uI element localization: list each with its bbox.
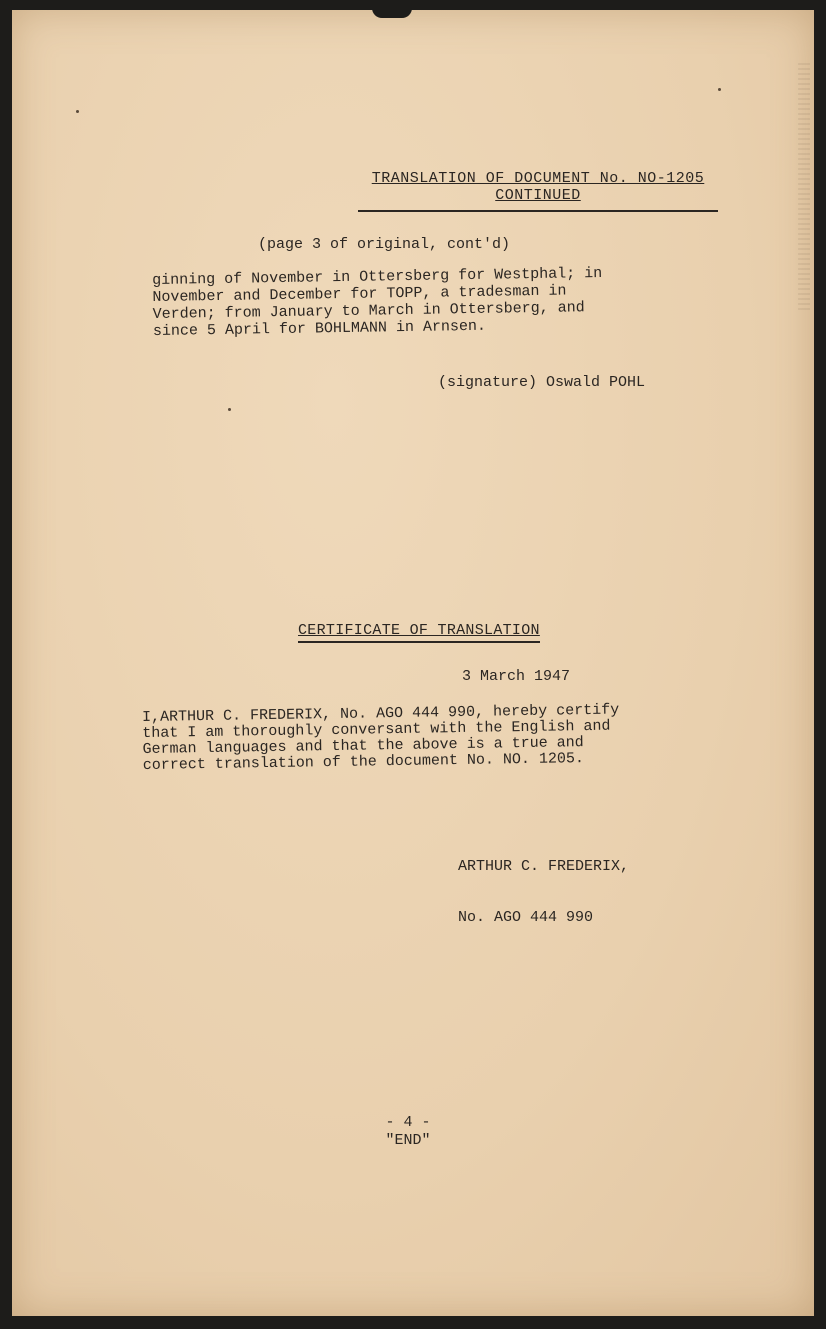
- paper-speck: [228, 408, 231, 411]
- header-title: TRANSLATION OF DOCUMENT No. NO-1205: [371, 170, 705, 187]
- body-paragraph: ginning of November in Ottersberg for Westphal; in November and December for TOPP, a tradesman in Verden; from January to March in Ottersberg, and since 5 April for BOHLMANN in Arnsen.: [152, 264, 603, 340]
- paper-speck: [76, 110, 79, 113]
- translator-id: No. AGO 444 990: [458, 909, 594, 926]
- certificate-date: 3 March 1947: [462, 668, 571, 685]
- paper-speck: [718, 88, 721, 91]
- signature-line: (signature) Oswald POHL: [438, 374, 646, 391]
- page-footer: [378, 1114, 438, 1150]
- paper-edge-texture: [798, 60, 810, 310]
- document-page: [12, 10, 814, 1316]
- certificate-text: I,ARTHUR C. FREDERIX, No. AGO 444 990, hereby certify that I am thoroughly conversant with the English and German languages and that the above is a true and correct translation of the document No. NO. 1205.: [141, 701, 620, 774]
- translator-name: ARTHUR C. FREDERIX,: [458, 858, 630, 875]
- certificate-title: CERTIFICATE OF TRANSLATION: [298, 622, 540, 643]
- page-number: - 4 -: [385, 1114, 431, 1131]
- translator-block: [458, 824, 629, 960]
- header-continued: CONTINUED: [358, 187, 718, 212]
- document-header: [358, 170, 718, 212]
- page-note: (page 3 of original, cont'd): [258, 236, 511, 253]
- end-mark: "END": [385, 1132, 431, 1149]
- paper-notch: [372, 8, 412, 18]
